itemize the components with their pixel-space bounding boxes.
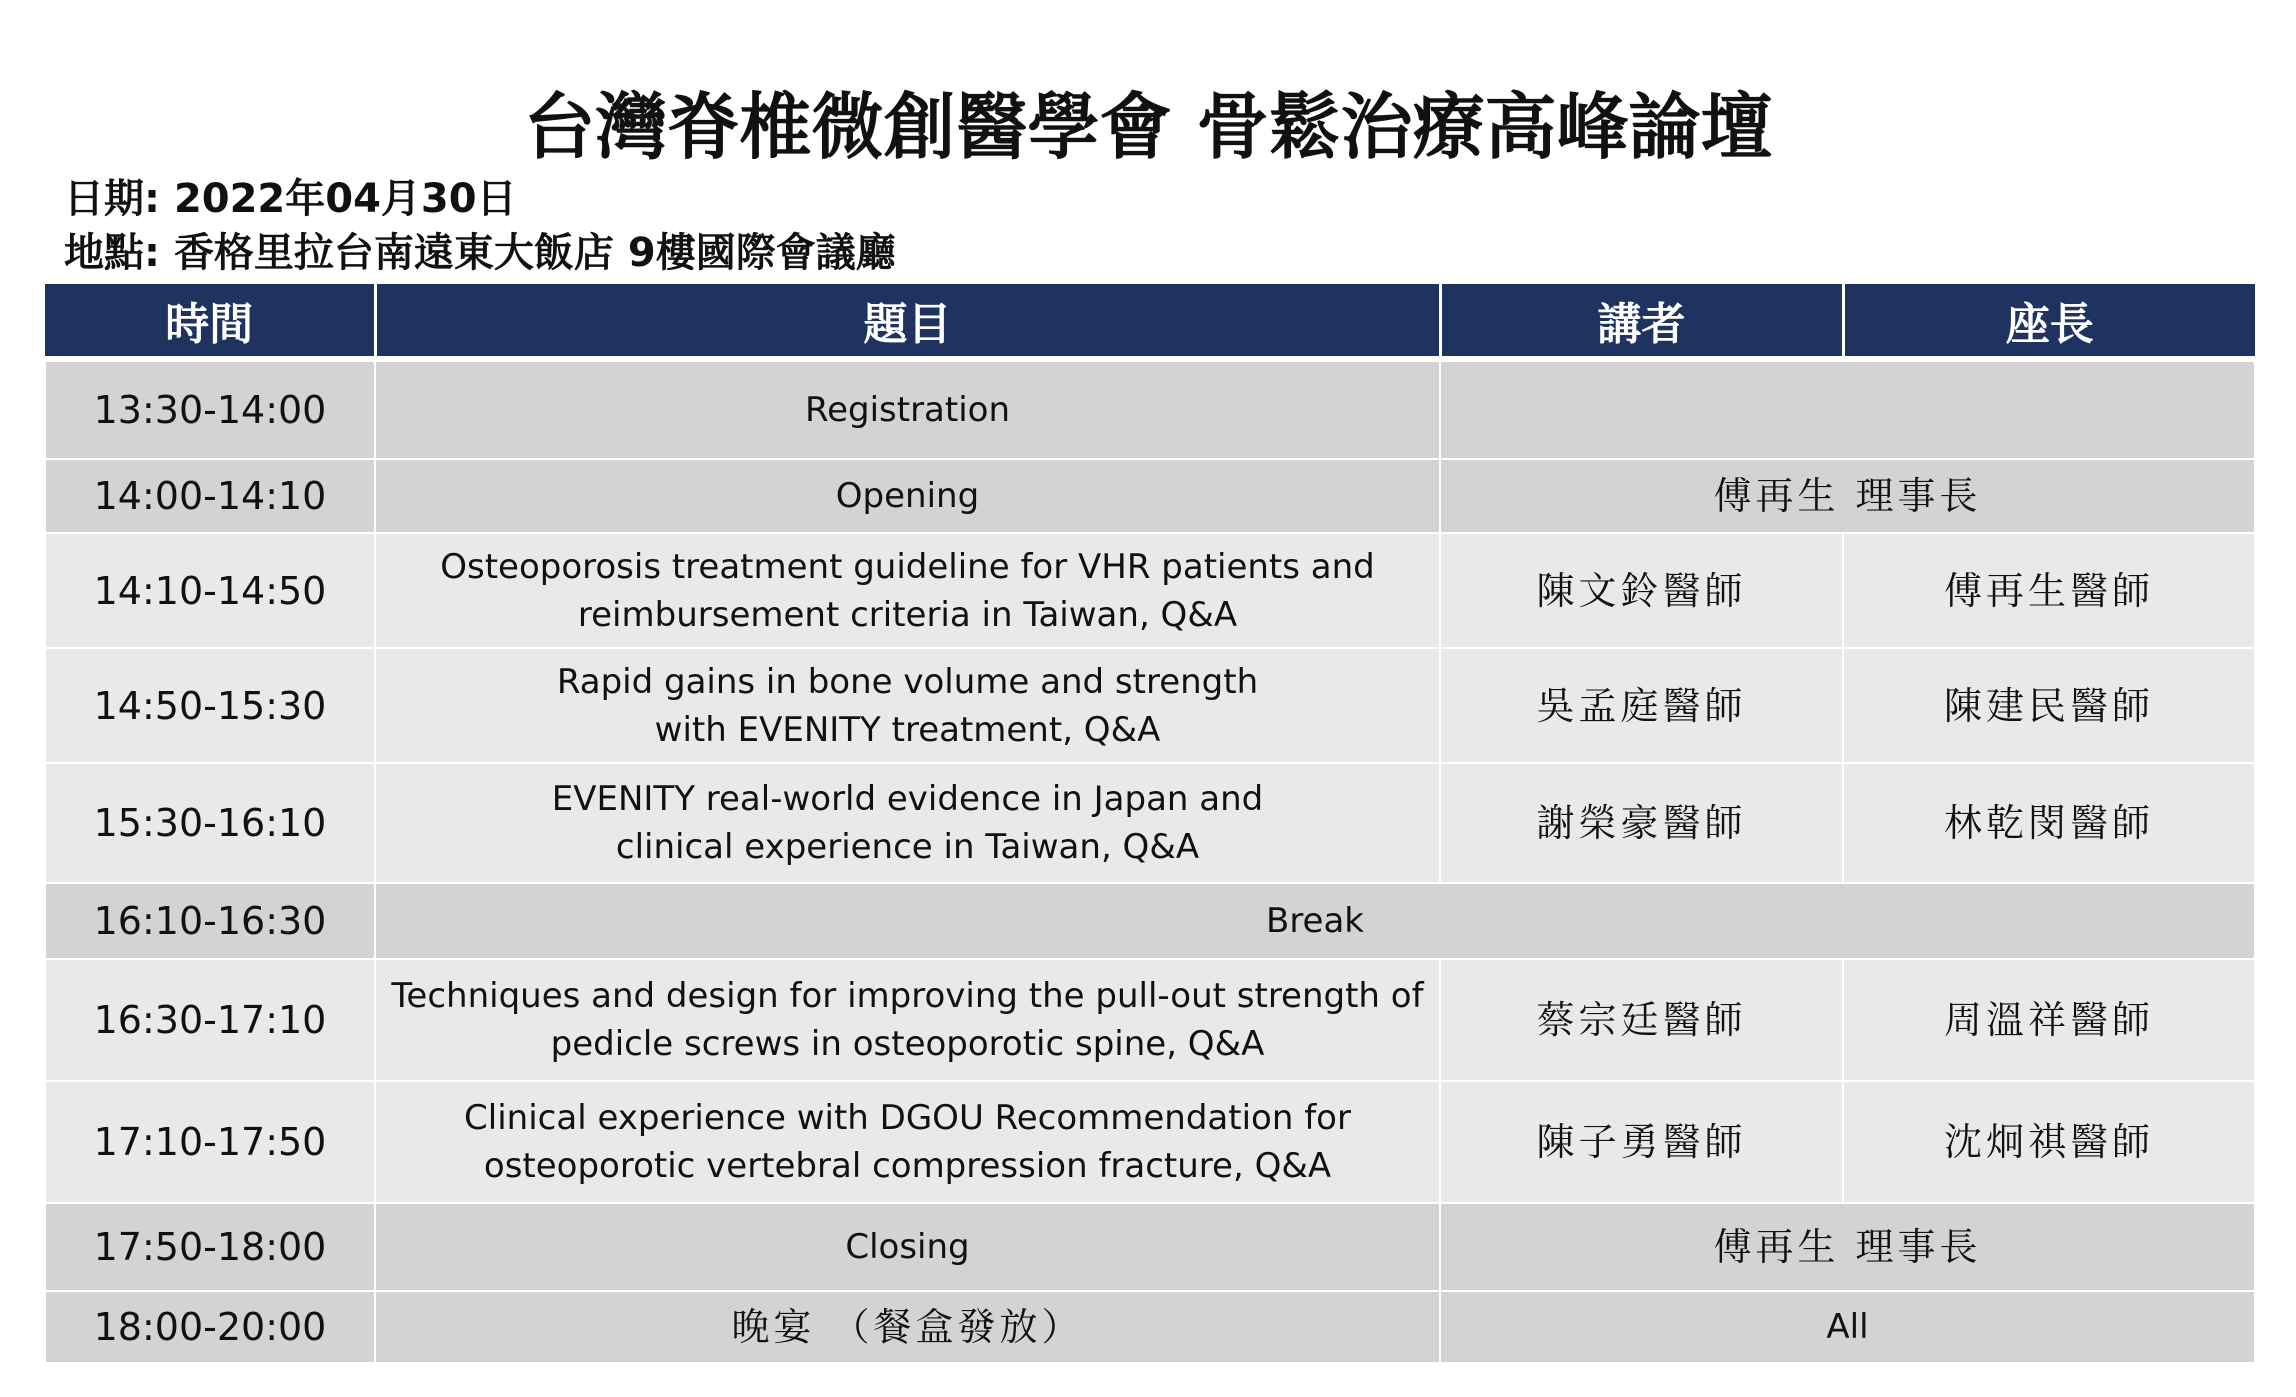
row-topic (375, 533, 1440, 648)
table-row (45, 1081, 2255, 1203)
row-chair: 傅再生醫師 (1843, 533, 2255, 648)
row-speaker: 傅再生 理事長 (1440, 459, 2255, 533)
table-row (45, 533, 2255, 648)
row-chair: 林乾閔醫師 (1843, 763, 2255, 883)
topic-line: pedicle screws in osteoporotic spine, Q&A (550, 1024, 1265, 1064)
topic-line: with EVENITY treatment, Q&A (654, 709, 1161, 750)
topic-line: EVENITY real-world evidence in Japan and (551, 779, 1264, 819)
row-time: 16:30-17:10 (45, 959, 375, 1081)
row-time: 17:10-17:50 (45, 1081, 375, 1203)
row-topic: 晚宴 （餐盒發放） (375, 1291, 1440, 1363)
table-row (45, 359, 2255, 459)
row-time: 15:30-16:10 (45, 763, 375, 883)
row-chair: 陳建民醫師 (1843, 648, 2255, 763)
row-time: 14:00-14:10 (45, 459, 375, 533)
row-time: 14:10-14:50 (45, 533, 375, 648)
row-speaker: 陳子勇醫師 (1440, 1081, 1843, 1203)
row-topic (375, 1081, 1440, 1203)
row-chair: 周溫祥醫師 (1843, 959, 2255, 1081)
row-time: 17:50-18:00 (45, 1203, 375, 1291)
row-topic (375, 763, 1440, 883)
event-venue (64, 228, 896, 278)
topic-line: osteoporotic vertebral compression fracture, Q&A (483, 1146, 1332, 1186)
row-time: 16:10-16:30 (45, 883, 375, 959)
venue-label: 地點: (64, 230, 160, 276)
date-label: 日期: (64, 176, 160, 222)
page-title: 台灣脊椎微創醫學會 骨鬆治療高峰論壇 (523, 84, 1773, 169)
table-row (45, 1203, 2255, 1291)
table-row (45, 648, 2255, 763)
date-value: 2022年04月30日 (173, 176, 517, 222)
topic-line: Osteoporosis treatment guideline for VHR patients and (440, 546, 1375, 587)
agenda-table (44, 284, 2256, 1364)
row-time: 18:00-20:00 (45, 1291, 375, 1363)
row-topic: Registration (375, 359, 1440, 459)
table-row (45, 459, 2255, 533)
row-time: 14:50-15:30 (45, 648, 375, 763)
row-speaker: All (1440, 1291, 2255, 1363)
header-speaker: 講者 (1440, 284, 1843, 359)
topic-line: reimbursement criteria in Taiwan, Q&A (577, 594, 1238, 635)
row-topic (375, 959, 1440, 1081)
table-row (45, 1291, 2255, 1363)
event-date (64, 174, 517, 224)
header-time: 時間 (45, 284, 375, 359)
topic-line: Clinical experience with DGOU Recommendation for (464, 1098, 1351, 1138)
table-row (45, 883, 2255, 959)
row-topic: Closing (375, 1203, 1440, 1291)
header-chair: 座長 (1843, 284, 2255, 359)
topic-line: clinical experience in Taiwan, Q&A (615, 827, 1200, 867)
row-speaker: 謝榮豪醫師 (1440, 763, 1843, 883)
row-speaker: 陳文鈴醫師 (1440, 533, 1843, 648)
row-topic (375, 648, 1440, 763)
topic-line: Rapid gains in bone volume and strength (556, 661, 1259, 702)
table-row (45, 763, 2255, 883)
header-topic: 題目 (375, 284, 1440, 359)
topic-line: Techniques and design for improving the pull-out strength of (391, 976, 1424, 1016)
table-row (45, 959, 2255, 1081)
table-header-row (45, 284, 2255, 359)
row-speaker (1440, 359, 2255, 459)
row-speaker: 傅再生 理事長 (1440, 1203, 2255, 1291)
row-topic: Break (375, 883, 2255, 959)
row-topic: Opening (375, 459, 1440, 533)
row-chair: 沈炯祺醫師 (1843, 1081, 2255, 1203)
row-speaker: 吳孟庭醫師 (1440, 648, 1843, 763)
row-speaker: 蔡宗廷醫師 (1440, 959, 1843, 1081)
row-time: 13:30-14:00 (45, 359, 375, 459)
venue-value: 香格里拉台南遠東大飯店 9樓國際會議廳 (173, 230, 896, 276)
